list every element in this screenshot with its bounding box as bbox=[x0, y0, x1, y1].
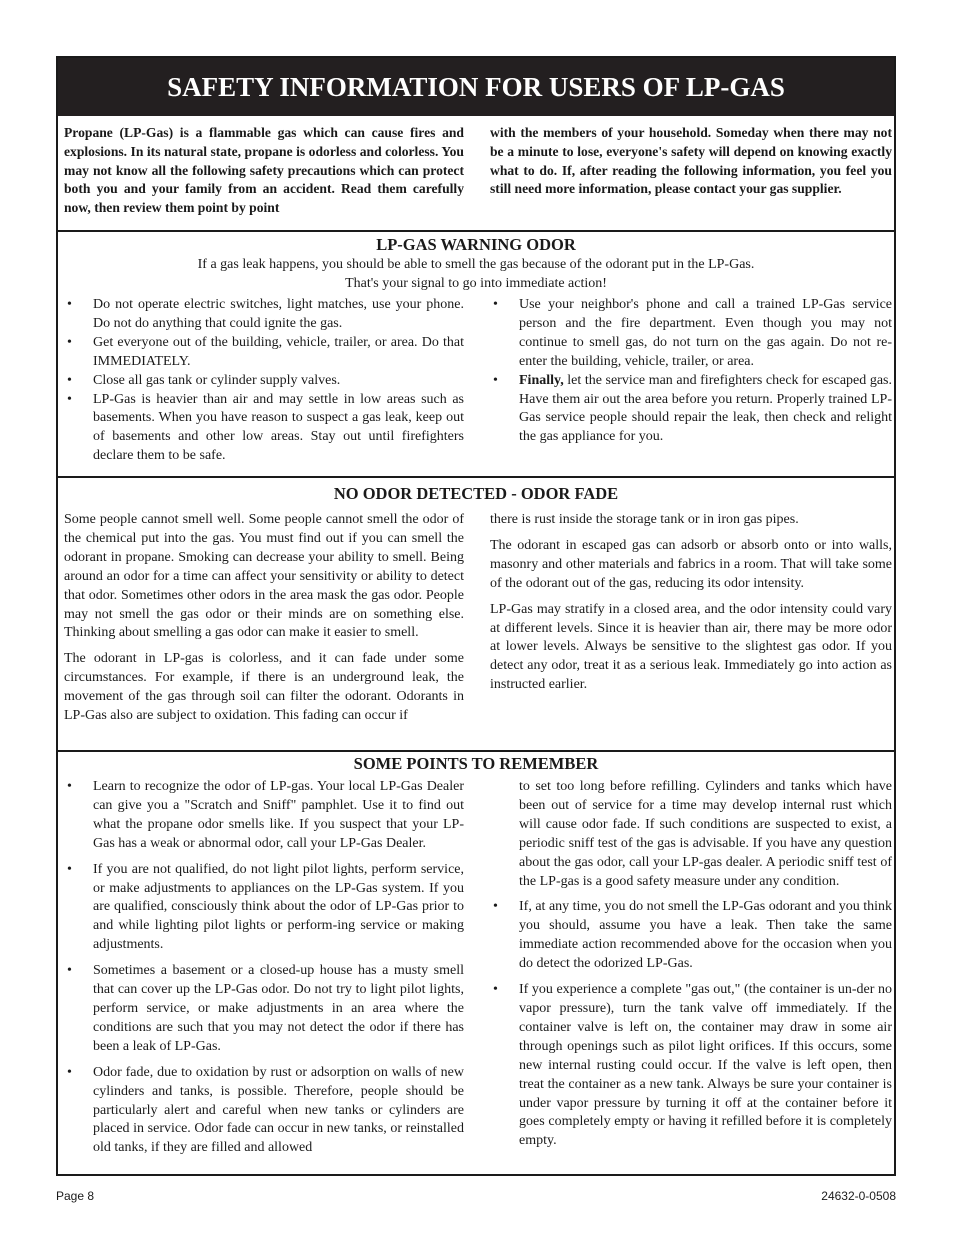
intro-left-text: Propane (LP-Gas) is a flammable gas which can cause fires and explosions. In its natural state, propane is odorless and colorless. You may not know all the following safety precautions which can protect both you and your family from an accident. Read them carefully now, then review them point by point bbox=[64, 125, 464, 216]
list-item: • Close all gas tank or cylinder supply valves. bbox=[64, 372, 464, 391]
intro-right-text: with the members of your household. Someday when there may not be a minute to lose, everyone's safety will depend on knowing exactly what to do. If, after reading the following information, you feel you still need more information, please contact your gas supplier. bbox=[490, 125, 892, 197]
bullet: • bbox=[493, 899, 498, 915]
bullet: • bbox=[67, 372, 72, 388]
list-item: • Finally, let the service man and firefighters check for escaped gas. Have them air out the area before you return. Properly trained LP-Gas service people should repair the leak, then check and relight the gas appliance for you. bbox=[493, 372, 892, 445]
bullet: • bbox=[67, 779, 72, 794]
warning-subtitle-2: That's your signal to go into immediate action! bbox=[345, 276, 607, 291]
page-title: SAFETY INFORMATION FOR USERS OF LP-GAS bbox=[58, 58, 894, 116]
warning-odor-section bbox=[58, 232, 894, 476]
remember-left-list bbox=[64, 778, 464, 1158]
bullet: • bbox=[67, 391, 72, 407]
list-item: • Use your neighbor's phone and call a trained LP-Gas service person and the fire department. Even though you may not continue to smell gas, do not turn on the gas again. Do not re-enter the building, vehicle, trailer, or area. bbox=[493, 297, 892, 369]
list-item: • Get everyone out of the building, vehicle, trailer, or area. Do that IMMEDIATELY. bbox=[67, 334, 464, 369]
bullet: • bbox=[67, 861, 72, 877]
list-item: • Learn to recognize the odor of LP-gas. Your local LP-Gas Dealer can give you a "Scratch and Sniff" pamphlet. Use it to find out what the propane odor smells like. If you suspect that your LP-Gas has a weak or abnormal odor, call your LP-Gas Dealer. bbox=[67, 779, 464, 851]
paragraph: LP-Gas may stratify in a closed area, and the odor intensity could vary at different levels. Since it is heavier than air, there may be more odor at lower levels. Always be sensitive to the slightest gas odor. If you detect any odor, treat it as a serious leak. Immediately go into action as instructed earlier. bbox=[490, 601, 892, 693]
list-item: • Odor fade, due to oxidation by rust or adsorption on walls of new cylinders and tanks, is possible. Therefore, people should be particularly alert and careful when new tanks or cylinders are placed in service. Odor fade can occur in new tanks, or reinstalled old tanks, if they are filled and allowed bbox=[67, 1064, 464, 1156]
odor-fade-left-text bbox=[64, 511, 464, 726]
remember-heading: SOME POINTS TO REMEMBER bbox=[353, 754, 599, 773]
warning-left-list bbox=[64, 296, 464, 466]
odor-fade-right-text bbox=[490, 511, 892, 695]
list-item: • If, at any time, you do not smell the LP-Gas odorant and you think you should, assume you have a leak. Then take the same immediate action recommended above for the occasion when you do detect the odorized LP-Gas. bbox=[493, 899, 892, 972]
paragraph: The odorant in LP-gas is colorless, and it can fade under some circumstances. For example, if there is an underground leak, the movement of the gas through soil can filter the odorant. Odorants in LP-Gas also are subject to oxidation. This fading can occur if bbox=[64, 651, 464, 724]
bullet: • bbox=[67, 297, 72, 312]
warning-right-list bbox=[490, 296, 892, 447]
intro-section bbox=[58, 116, 894, 230]
list-item: • LP-Gas is heavier than air and may settle in low areas such as basements. When you have reason to suspect a gas leak, keep out of basements and other low areas. Stay out until firefighters declare them to be safe. bbox=[67, 391, 464, 464]
bullet: • bbox=[67, 334, 72, 350]
odor-fade-section bbox=[58, 478, 894, 750]
remember-section bbox=[58, 752, 894, 1172]
paragraph: there is rust inside the storage tank or in iron gas pipes. bbox=[490, 512, 799, 527]
page-number: Page 8 bbox=[56, 1189, 95, 1203]
list-item-continued: to set too long before refilling. Cylinders and tanks which have been out of service for a time may develop internal rust which will cause odor fade. If such conditions are suspected to exist, a periodic sniff test of the gas is advisable. If you have any question about the gas odor, call your LP-gas dealer. A periodic sniff test of the LP-gas is a good safety measure under any condition. bbox=[519, 779, 892, 889]
document-code: 24632-0-0508 bbox=[821, 1189, 896, 1203]
bullet: • bbox=[493, 372, 498, 388]
remember-right-list bbox=[490, 778, 892, 1151]
list-item: • Do not operate electric switches, light matches, use your phone. Do not do anything that could ignite the gas. bbox=[67, 297, 464, 331]
warning-subtitle-1: If a gas leak happens, you should be able to smell the gas because of the odorant put in the LP-Gas. bbox=[197, 257, 755, 272]
safety-information-box bbox=[56, 56, 896, 1176]
paragraph: The odorant in escaped gas can adsorb or absorb onto or into walls, masonry and other materials and fabrics in a room. That will take some of the odorant out of the gas, reducing its odor intensity. bbox=[490, 537, 892, 591]
list-item: • If you are not qualified, do not light pilot lights, perform service, or make adjustments to appliances on the LP-Gas system. If you are qualified, consciously think about the odor of LP-Gas prior to and while lighting pilot lights or perform-ing service or making adjustments. bbox=[67, 861, 464, 953]
bullet: • bbox=[67, 1064, 72, 1080]
bullet: • bbox=[493, 982, 498, 998]
list-item: • If you experience a complete "gas out," (the container is un-der no vapor pressure), turn the tank valve off immediately. If the container valve is left on, the container may draw in some air through openings such as pilot light orifices. If this occurs, some new internal rusting could occur. If the valve is left open, then treat the container as a new tank. Always be sure your container is under vapor pressure by turning it off at the container before it goes completely empty or having it refilled before it is completely empty. bbox=[493, 982, 892, 1149]
list-item: • Sometimes a basement or a closed-up house has a musty smell that can cover up the LP-Gas odor. Do not try to light pilot lights, perform service, or make adjustments in an area where the conditions are such that you may not detect the odor if there has been a leak of LP-Gas. bbox=[67, 963, 464, 1054]
warning-odor-heading: LP-GAS WARNING ODOR bbox=[376, 235, 576, 254]
paragraph: Some people cannot smell well. Some people cannot smell the odor of the chemical put into the gas. You must find out if you can smell the odorant in propane. Smoking can decrease your ability to smell. Being around an odor for a time can affect your sensitivity or ability to detect that odor. Sometimes other odors in the area mask the gas odor. People may not smell the gas odor or their minds are on something else. Thinking about smelling a gas odor can make it easier to smell. bbox=[64, 512, 464, 641]
bullet: • bbox=[493, 297, 498, 312]
odor-fade-heading: NO ODOR DETECTED - ODOR FADE bbox=[333, 484, 619, 503]
bullet: • bbox=[67, 963, 72, 979]
